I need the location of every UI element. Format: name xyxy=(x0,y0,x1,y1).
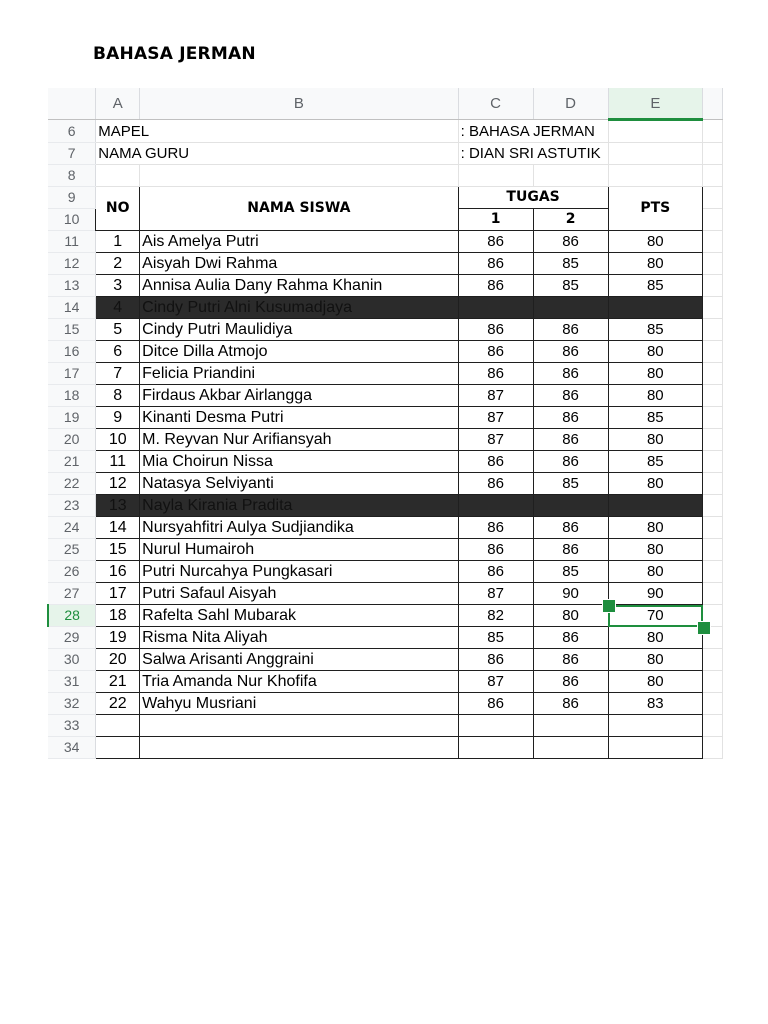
blank-row xyxy=(48,165,723,187)
pts-cell[interactable]: 80 xyxy=(608,473,703,495)
cell[interactable] xyxy=(703,583,723,605)
tugas-2-cell[interactable] xyxy=(533,495,608,517)
tugas-2-cell[interactable]: 86 xyxy=(533,231,608,253)
tugas-1-cell[interactable]: 86 xyxy=(458,275,533,297)
column-header-d[interactable]: D xyxy=(533,88,608,120)
pts-cell[interactable]: 80 xyxy=(608,231,703,253)
pts-cell[interactable]: 80 xyxy=(608,649,703,671)
cell[interactable] xyxy=(703,517,723,539)
mapel-value[interactable]: : BAHASA JERMAN xyxy=(458,120,608,143)
tugas-2-cell[interactable]: 86 xyxy=(533,407,608,429)
pts-cell[interactable]: 80 xyxy=(608,253,703,275)
student-no-cell[interactable]: 7 xyxy=(96,363,140,385)
cell[interactable] xyxy=(608,715,703,737)
student-row xyxy=(48,253,723,275)
table-header-row-1 xyxy=(48,187,723,209)
cell[interactable] xyxy=(140,737,458,759)
column-header-row xyxy=(48,88,723,120)
tugas-1-cell[interactable]: 86 xyxy=(458,517,533,539)
row-header[interactable]: 9 xyxy=(48,187,96,209)
pts-cell[interactable]: 90 xyxy=(608,583,703,605)
student-row xyxy=(48,693,723,715)
student-no-cell[interactable]: 2 xyxy=(96,253,140,275)
tugas-1-cell[interactable]: 86 xyxy=(458,451,533,473)
tugas-2-cell[interactable] xyxy=(533,297,608,319)
row-header[interactable]: 20 xyxy=(48,429,96,451)
column-header-f[interactable] xyxy=(703,88,723,120)
cell[interactable] xyxy=(703,165,723,187)
tugas-1-cell[interactable]: 82 xyxy=(458,605,533,627)
row-header[interactable]: 30 xyxy=(48,649,96,671)
partial-row xyxy=(48,737,723,759)
cell[interactable] xyxy=(703,231,723,253)
row-header[interactable]: 12 xyxy=(48,253,96,275)
cell[interactable] xyxy=(140,165,458,187)
student-row xyxy=(48,297,723,319)
cell[interactable] xyxy=(703,187,723,209)
student-name-cell[interactable]: Cindy Putri Alni Kusumadjaya xyxy=(140,297,458,319)
header-pts[interactable]: PTS xyxy=(608,187,703,231)
cell[interactable] xyxy=(140,715,458,737)
pts-cell[interactable]: 80 xyxy=(608,627,703,649)
student-row xyxy=(48,341,723,363)
cell[interactable] xyxy=(703,671,723,693)
cell[interactable] xyxy=(96,165,140,187)
tugas-2-cell[interactable]: 86 xyxy=(533,341,608,363)
student-no-cell[interactable]: 9 xyxy=(96,407,140,429)
student-no-cell[interactable]: 18 xyxy=(96,605,140,627)
student-name-cell[interactable]: Natasya Selviyanti xyxy=(140,473,458,495)
cell[interactable] xyxy=(703,693,723,715)
spreadsheet[interactable] xyxy=(47,88,723,755)
tugas-1-cell[interactable]: 86 xyxy=(458,473,533,495)
tugas-2-cell[interactable]: 86 xyxy=(533,627,608,649)
tugas-1-cell[interactable]: 86 xyxy=(458,561,533,583)
header-tugas[interactable]: TUGAS xyxy=(458,187,608,209)
cell[interactable] xyxy=(458,165,533,187)
student-row xyxy=(48,539,723,561)
tugas-2-cell[interactable]: 86 xyxy=(533,385,608,407)
pts-cell[interactable]: 85 xyxy=(608,319,703,341)
cell[interactable] xyxy=(533,715,608,737)
mapel-label[interactable]: MAPEL xyxy=(96,120,458,143)
student-name-cell[interactable]: Salwa Arisanti Anggraini xyxy=(140,649,458,671)
student-name-cell[interactable]: Nurul Humairoh xyxy=(140,539,458,561)
pts-cell[interactable] xyxy=(608,495,703,517)
student-row xyxy=(48,363,723,385)
row-header[interactable]: 19 xyxy=(48,407,96,429)
grid xyxy=(47,88,723,759)
student-row xyxy=(48,495,723,517)
tugas-2-cell[interactable]: 86 xyxy=(533,319,608,341)
tugas-2-cell[interactable]: 86 xyxy=(533,671,608,693)
student-no-cell[interactable]: 13 xyxy=(96,495,140,517)
row-header[interactable]: 25 xyxy=(48,539,96,561)
tugas-1-cell[interactable]: 86 xyxy=(458,341,533,363)
cell[interactable] xyxy=(703,363,723,385)
student-name-cell[interactable]: Ditce Dilla Atmojo xyxy=(140,341,458,363)
cell[interactable] xyxy=(608,120,703,143)
select-all-corner[interactable] xyxy=(48,88,96,120)
cell[interactable] xyxy=(703,473,723,495)
row-header[interactable]: 27 xyxy=(48,583,96,605)
cell[interactable] xyxy=(703,385,723,407)
row-header[interactable]: 22 xyxy=(48,473,96,495)
tugas-1-cell[interactable] xyxy=(458,495,533,517)
tugas-2-cell[interactable]: 86 xyxy=(533,539,608,561)
student-name-cell[interactable]: Nursyahfitri Aulya Sudjiandika xyxy=(140,517,458,539)
student-name-cell[interactable]: Risma Nita Aliyah xyxy=(140,627,458,649)
row-header[interactable]: 17 xyxy=(48,363,96,385)
student-row xyxy=(48,605,723,627)
cell[interactable] xyxy=(703,429,723,451)
tugas-1-cell[interactable]: 86 xyxy=(458,649,533,671)
tugas-2-cell[interactable]: 90 xyxy=(533,583,608,605)
student-no-cell[interactable]: 5 xyxy=(96,319,140,341)
cell[interactable] xyxy=(458,715,533,737)
cell[interactable] xyxy=(703,297,723,319)
student-name-cell[interactable]: Rafelta Sahl Mubarak xyxy=(140,605,458,627)
student-no-cell[interactable]: 22 xyxy=(96,693,140,715)
row-header[interactable]: 23 xyxy=(48,495,96,517)
column-header-a[interactable]: A xyxy=(96,88,140,120)
row-header[interactable]: 26 xyxy=(48,561,96,583)
tugas-2-cell[interactable]: 86 xyxy=(533,517,608,539)
tugas-2-cell[interactable]: 86 xyxy=(533,649,608,671)
pts-cell[interactable]: 80 xyxy=(608,671,703,693)
row-header[interactable]: 32 xyxy=(48,693,96,715)
student-no-cell[interactable]: 11 xyxy=(96,451,140,473)
row-header[interactable]: 14 xyxy=(48,297,96,319)
student-row xyxy=(48,517,723,539)
student-name-cell[interactable]: Putri Nurcahya Pungkasari xyxy=(140,561,458,583)
cell[interactable] xyxy=(608,143,703,165)
tugas-2-cell[interactable]: 86 xyxy=(533,693,608,715)
document-title: BAHASA JERMAN xyxy=(93,44,256,64)
student-no-cell[interactable]: 1 xyxy=(96,231,140,253)
cell[interactable] xyxy=(533,165,608,187)
tugas-2-cell[interactable]: 80 xyxy=(533,605,608,627)
cell[interactable] xyxy=(458,737,533,759)
student-row xyxy=(48,473,723,495)
row-header[interactable]: 11 xyxy=(48,231,96,253)
pts-cell[interactable]: 80 xyxy=(608,341,703,363)
student-name-cell[interactable]: Firdaus Akbar Airlangga xyxy=(140,385,458,407)
header-tugas-1[interactable]: 1 xyxy=(458,209,533,231)
student-row xyxy=(48,385,723,407)
tugas-1-cell[interactable]: 86 xyxy=(458,363,533,385)
tugas-1-cell[interactable]: 87 xyxy=(458,429,533,451)
student-name-cell[interactable]: Ais Amelya Putri xyxy=(140,231,458,253)
pts-cell[interactable]: 80 xyxy=(608,561,703,583)
row-header[interactable]: 28 xyxy=(48,605,96,627)
student-row xyxy=(48,671,723,693)
tugas-2-cell[interactable]: 85 xyxy=(533,253,608,275)
cell[interactable] xyxy=(703,561,723,583)
pts-cell-selected[interactable]: 70 xyxy=(608,605,703,627)
student-row xyxy=(48,275,723,297)
pts-cell[interactable]: 80 xyxy=(608,517,703,539)
tugas-2-cell[interactable]: 85 xyxy=(533,561,608,583)
student-row xyxy=(48,649,723,671)
row-header[interactable]: 13 xyxy=(48,275,96,297)
column-header-b[interactable]: B xyxy=(140,88,458,120)
cell[interactable] xyxy=(703,649,723,671)
student-no-cell[interactable]: 14 xyxy=(96,517,140,539)
row-header[interactable]: 33 xyxy=(48,715,96,737)
student-no-cell[interactable]: 4 xyxy=(96,297,140,319)
cell[interactable] xyxy=(703,737,723,759)
column-header-c[interactable]: C xyxy=(458,88,533,120)
row-header[interactable]: 7 xyxy=(48,143,96,165)
student-row xyxy=(48,231,723,253)
row-header[interactable]: 15 xyxy=(48,319,96,341)
tugas-1-cell[interactable] xyxy=(458,297,533,319)
header-nama-siswa[interactable]: NAMA SISWA xyxy=(140,187,458,231)
student-no-cell[interactable]: 6 xyxy=(96,341,140,363)
student-no-cell[interactable]: 10 xyxy=(96,429,140,451)
cell[interactable] xyxy=(703,495,723,517)
cell[interactable] xyxy=(608,737,703,759)
pts-cell[interactable]: 85 xyxy=(608,451,703,473)
tugas-1-cell[interactable]: 86 xyxy=(458,693,533,715)
tugas-2-cell[interactable]: 86 xyxy=(533,363,608,385)
student-no-cell[interactable]: 3 xyxy=(96,275,140,297)
student-name-cell[interactable]: Mia Choirun Nissa xyxy=(140,451,458,473)
student-no-cell[interactable]: 15 xyxy=(96,539,140,561)
pts-cell[interactable]: 85 xyxy=(608,407,703,429)
tugas-1-cell[interactable]: 87 xyxy=(458,385,533,407)
student-name-cell[interactable]: Wahyu Musriani xyxy=(140,693,458,715)
pts-cell[interactable]: 80 xyxy=(608,429,703,451)
student-name-cell[interactable]: Aisyah Dwi Rahma xyxy=(140,253,458,275)
student-row xyxy=(48,451,723,473)
guru-label[interactable]: NAMA GURU xyxy=(96,143,458,165)
student-name-cell[interactable]: Putri Safaul Aisyah xyxy=(140,583,458,605)
student-name-cell[interactable]: Cindy Putri Maulidiya xyxy=(140,319,458,341)
pts-cell[interactable] xyxy=(608,297,703,319)
tugas-1-cell[interactable]: 85 xyxy=(458,627,533,649)
cell[interactable] xyxy=(703,451,723,473)
cell[interactable] xyxy=(703,715,723,737)
info-row-mapel xyxy=(48,120,723,143)
row-header[interactable]: 31 xyxy=(48,671,96,693)
student-no-cell[interactable]: 21 xyxy=(96,671,140,693)
pts-cell[interactable]: 80 xyxy=(608,539,703,561)
tugas-1-cell[interactable]: 86 xyxy=(458,319,533,341)
cell[interactable] xyxy=(703,341,723,363)
selection-handle-bottom-right[interactable] xyxy=(697,621,711,635)
student-no-cell[interactable]: 12 xyxy=(96,473,140,495)
cell[interactable] xyxy=(703,319,723,341)
cell[interactable] xyxy=(703,209,723,231)
student-name-cell[interactable]: Kinanti Desma Putri xyxy=(140,407,458,429)
student-no-cell[interactable]: 16 xyxy=(96,561,140,583)
tugas-1-cell[interactable]: 87 xyxy=(458,671,533,693)
cell[interactable] xyxy=(703,143,723,165)
student-name-cell[interactable]: Tria Amanda Nur Khofifa xyxy=(140,671,458,693)
pts-cell[interactable]: 85 xyxy=(608,275,703,297)
student-name-cell[interactable]: Annisa Aulia Dany Rahma Khanin xyxy=(140,275,458,297)
cell[interactable] xyxy=(96,715,140,737)
student-row xyxy=(48,627,723,649)
header-tugas-2[interactable]: 2 xyxy=(533,209,608,231)
tugas-2-cell[interactable]: 85 xyxy=(533,473,608,495)
tugas-2-cell[interactable]: 86 xyxy=(533,429,608,451)
row-header[interactable]: 16 xyxy=(48,341,96,363)
tugas-1-cell[interactable]: 87 xyxy=(458,407,533,429)
student-no-cell[interactable]: 17 xyxy=(96,583,140,605)
row-header[interactable]: 24 xyxy=(48,517,96,539)
row-header[interactable]: 10 xyxy=(48,209,96,231)
student-name-cell[interactable]: Felicia Priandini xyxy=(140,363,458,385)
student-no-cell[interactable]: 20 xyxy=(96,649,140,671)
student-no-cell[interactable]: 8 xyxy=(96,385,140,407)
guru-value[interactable]: : DIAN SRI ASTUTIK xyxy=(458,143,608,165)
row-header[interactable]: 18 xyxy=(48,385,96,407)
student-no-cell[interactable]: 19 xyxy=(96,627,140,649)
row-header[interactable]: 21 xyxy=(48,451,96,473)
pts-cell[interactable]: 80 xyxy=(608,363,703,385)
student-row xyxy=(48,429,723,451)
empty-row xyxy=(48,715,723,737)
row-header[interactable]: 8 xyxy=(48,165,96,187)
cell[interactable] xyxy=(533,737,608,759)
pts-cell[interactable]: 83 xyxy=(608,693,703,715)
column-header-e[interactable]: E xyxy=(608,88,703,120)
student-name-cell[interactable]: Nayla Kirania Pradita xyxy=(140,495,458,517)
tugas-1-cell[interactable]: 86 xyxy=(458,253,533,275)
cell[interactable] xyxy=(703,120,723,143)
student-row xyxy=(48,583,723,605)
cell[interactable] xyxy=(96,737,140,759)
row-header[interactable]: 34 xyxy=(48,737,96,759)
selection-handle-top-left[interactable] xyxy=(602,599,616,613)
cell[interactable] xyxy=(703,539,723,561)
tugas-1-cell[interactable]: 86 xyxy=(458,539,533,561)
student-row xyxy=(48,407,723,429)
cell[interactable] xyxy=(703,407,723,429)
cell[interactable] xyxy=(703,253,723,275)
pts-cell[interactable]: 80 xyxy=(608,385,703,407)
student-name-cell[interactable]: M. Reyvan Nur Arifiansyah xyxy=(140,429,458,451)
tugas-2-cell[interactable]: 86 xyxy=(533,451,608,473)
student-row xyxy=(48,561,723,583)
header-no[interactable]: NO xyxy=(96,187,140,231)
row-header[interactable]: 6 xyxy=(48,120,96,143)
cell[interactable] xyxy=(703,275,723,297)
cell[interactable] xyxy=(608,165,703,187)
tugas-1-cell[interactable]: 87 xyxy=(458,583,533,605)
tugas-1-cell[interactable]: 86 xyxy=(458,231,533,253)
student-row xyxy=(48,319,723,341)
row-header[interactable]: 29 xyxy=(48,627,96,649)
tugas-2-cell[interactable]: 85 xyxy=(533,275,608,297)
info-row-guru xyxy=(48,143,723,165)
